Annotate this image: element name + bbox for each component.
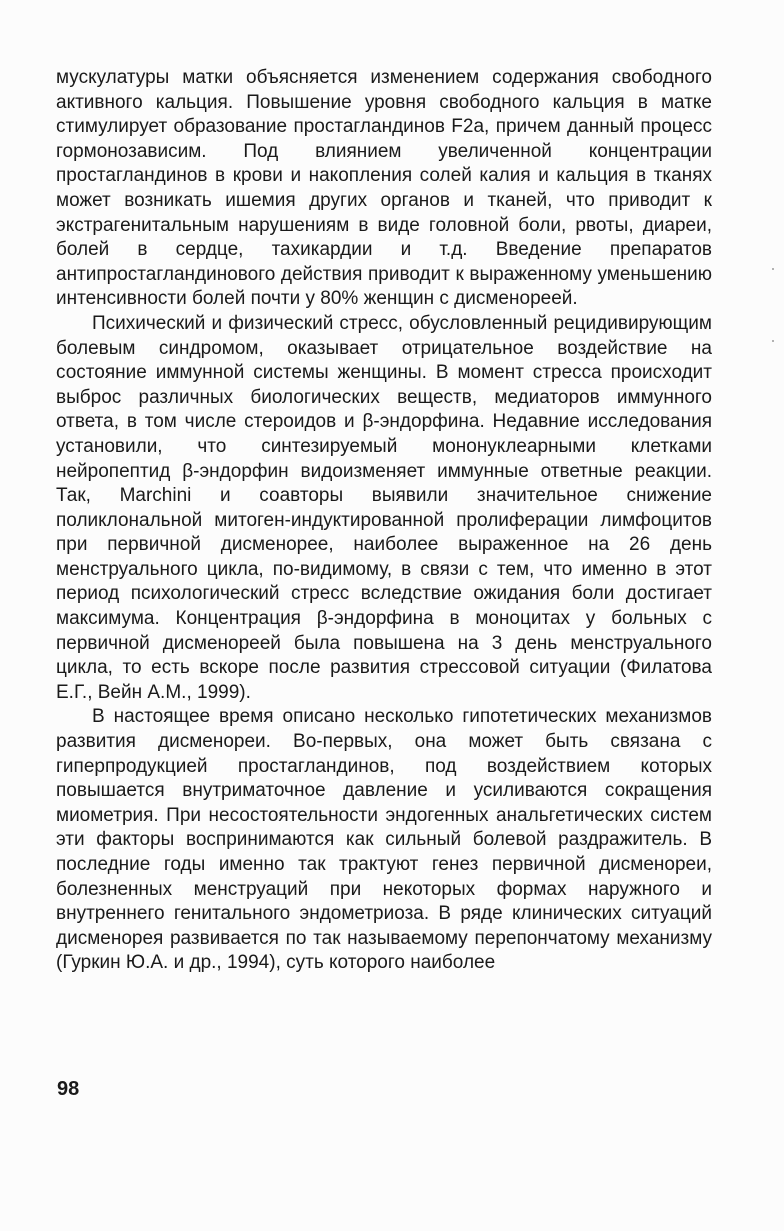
paragraph-2: Психический и физический стресс, обусловленный рецидивирующим болевым синдромом, оказывает отрицательное воздействие на состояние иммунной системы женщины. В момент стресса происходит выброс различных биологических веществ, медиаторов иммунного ответа, в том числе стероидов и β-эндорфина. Недавние исследования установили, что синтезируемый мононуклеарными клетками нейропептид β-эндорфин видоизменяет иммунные ответные реакции. Так, Marchini и соавторы выявили значительное снижение поликлональной митоген-индуктированной пролиферации лимфоцитов при первичной дисменорее, наиболее выраженное на 26 день менструального цикла, по-видимому, в связи с тем, что именно в этот период психологический стресс вследствие ожидания боли достигает максимума. Концентрация β-эндорфина в моноцитах у больных с первичной дисменореей была повышена на 3 день менструального цикла, то есть вскоре после развития стрессовой ситуации (Филатова Е.Г., Вейн А.М., 1999). bbox=[56, 312, 712, 703]
paragraph-3: В настоящее время описано несколько гипотетических механизмов развития дисменореи. Во-первых, она может быть связана с гиперпродукцией простагландинов, под воздействием которых повышается внутриматочное давление и усиливаются сокращения миометрия. При несостоятельности эндогенных анальгетических систем эти факторы воспринимаются как сильный болевой раздражитель. В последние годы именно так трактуют генез первичной дисменореи, болезненных менструаций при некоторых формах наружного и внутреннего генитального эндометриоза. В ряде клинических ситуаций дисменорея развивается по так называемому перепончатому механизму (Гуркин Ю.А. и др., 1994), суть которого наиболее bbox=[56, 706, 712, 974]
page-number: 98 bbox=[57, 1078, 80, 1100]
paragraph-1: мускулатуры матки объясняется изменением содержания свободного активного кальция. Повышение уровня свободного кальция в матке стимулирует образование простагландинов F2a, причем данный процесс гормонозависим. Под влиянием увеличенной концентрации простагландинов в крови и накопления солей калия и кальция в тканях может возникать ишемия других органов и тканей, что приводит к экстрагенитальным нарушениям в виде головной боли, рвоты, диареи, болей в сердце, тахикардии и т.д. Введение препаратов антипростагландинового действия приводит к выраженному уменьшению интенсивности болей почти у 80% женщин с дисменореей. bbox=[56, 67, 712, 310]
body-text bbox=[56, 66, 712, 976]
scan-speck bbox=[772, 340, 774, 342]
scan-speck bbox=[772, 268, 774, 270]
